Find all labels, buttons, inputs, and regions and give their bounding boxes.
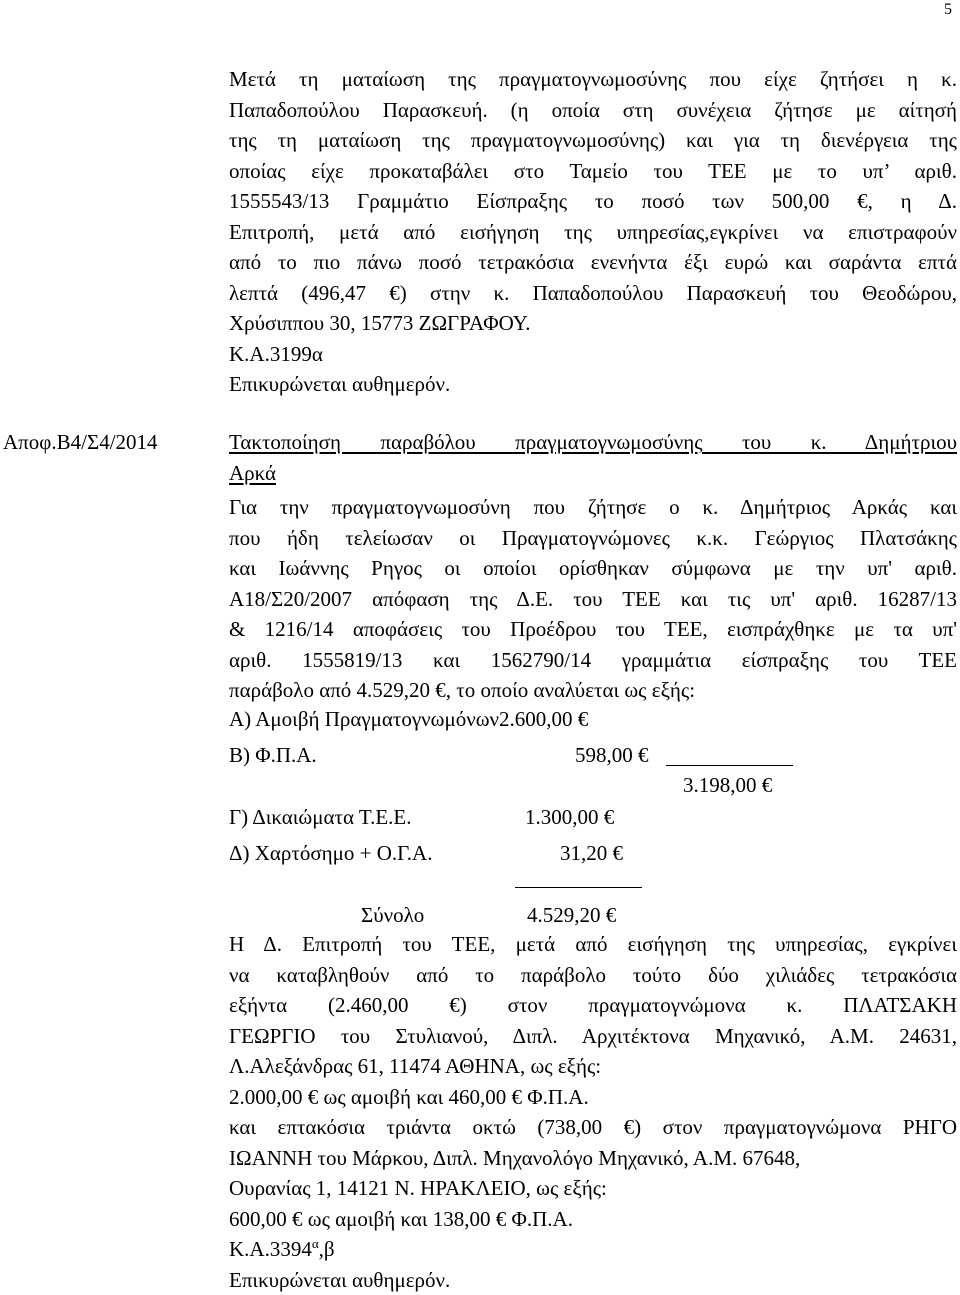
total-rule [515, 887, 642, 888]
ruling-line: ΙΩΑΝΝΗ του Μάρκου, Διπλ. Μηχανολόγο Μηχανικό, Α.Μ. 67648, [229, 1143, 957, 1174]
account-code-prefix: Κ.Α.3394 [229, 1237, 312, 1261]
account-code: Κ.Α.3199α [229, 339, 957, 370]
intro-line: Χρύσιππου 30, 15773 ΖΩΓΡΑΦΟΥ. [229, 308, 957, 339]
intro-line: Επιτροπή, μετά από εισήγηση της υπηρεσίας,εγκρίνει να επιστραφούν [229, 217, 957, 248]
intro-line: από το πιο πάνω ποσό τετρακόσια ενενήντα έξι ευρώ και σαράντα επτά [229, 247, 957, 278]
decision-subject: Αρκά [229, 458, 957, 489]
account-code-suffix: ,β [319, 1237, 335, 1261]
decision-id: Αποφ.Β4/Σ4/2014 [3, 427, 158, 458]
fee-d-label: Δ) Χαρτόσημο + Ο.Γ.Α. [229, 839, 432, 867]
fee-c-label: Γ) Δικαιώματα Τ.Ε.Ε. [229, 803, 412, 831]
body-line: που ήδη τελείωσαν οι Πραγματογνώμονες κ.κ. Γεώργιος Πλατσάκης [229, 523, 957, 554]
intro-line: λεπτά (496,47 €) στην κ. Παπαδοπούλου Παρασκευή του Θεοδώρου, [229, 278, 957, 309]
body-line: και Ιωάννης Ρηγος οι οποίοι ορίσθηκαν σύμφωνα με την υπ' αριθ. [229, 553, 957, 584]
body-line: Για την πραγματογνωμοσύνη που ζήτησε ο κ. Δημήτριος Αρκάς και [229, 492, 957, 523]
decision-body [229, 427, 957, 706]
payment-line: 600,00 € ως αμοιβή και 138,00 € Φ.Π.Α. [229, 1204, 957, 1235]
body-line: αριθ. 1555819/13 και 1562790/14 γραμμάτια είσπραξης του ΤΕΕ [229, 645, 957, 676]
ruling-line: ΓΕΩΡΓΙΟ του Στυλιανού, Διπλ. Αρχιτέκτονα Μηχανικό, Α.Μ. 24631, [229, 1021, 957, 1052]
body-line: & 1216/14 αποφάσεις του Προέδρου του ΤΕΕ, εισπράχθηκε με τα υπ' [229, 614, 957, 645]
ruling-line: να καταβληθούν από το παράβολο τούτο δύο χιλιάδες τετρακόσια [229, 960, 957, 991]
fee-total-value: 4.529,20 € [527, 901, 616, 929]
intro-line: οποίας είχε προκαταβάλει στο Ταμείο του ΤΕΕ με το υπ’ αριθ. [229, 156, 957, 187]
fee-b-value: 598,00 € [575, 741, 649, 769]
fee-a: Α) Αμοιβή Πραγματογνωμόνων2.600,00 € [229, 705, 588, 733]
ruling-line: Λ.Αλεξάνδρας 61, 11474 ΑΘΗΝΑ, ως εξής: [229, 1051, 957, 1082]
intro-line: της τη ματαίωση της πραγματογνωμοσύνης) και για τη διενέργεια της [229, 125, 957, 156]
fee-b-label: Β) Φ.Π.Α. [229, 741, 317, 769]
intro-line: 1555543/13 Γραμμάτιο Είσπραξης το ποσό των 500,00 €, η Δ. [229, 186, 957, 217]
payment-line: 2.000,00 € ως αμοιβή και 460,00 € Φ.Π.Α. [229, 1082, 957, 1113]
body-line: Α18/Σ20/2007 απόφαση της Δ.Ε. του ΤΕΕ και τις υπ' αριθ. 16287/13 [229, 584, 957, 615]
intro-line: Μετά τη ματαίωση της πραγματογνωμοσύνης που είχε ζητήσει η κ. [229, 64, 957, 95]
account-code [229, 1234, 957, 1265]
ruling-line: εξήντα (2.460,00 €) στον πραγματογνώμονα κ. ΠΛΑΤΣΑΚΗ [229, 990, 957, 1021]
intro-line: Παπαδοπούλου Παρασκευή. (η οποία στη συνέχεια ζήτησε με αίτησή [229, 95, 957, 126]
ruling-line: Η Δ. Επιτροπή του ΤΕΕ, μετά από εισήγηση της υπηρεσίας, εγκρίνει [229, 929, 957, 960]
approval-note: Επικυρώνεται αυθημερόν. [229, 369, 957, 400]
page-number: 5 [944, 0, 952, 20]
fee-d-value: 31,20 € [560, 839, 623, 867]
subtotal-rule [666, 765, 793, 766]
ruling-paragraph [229, 929, 957, 1295]
account-code-sup: α [312, 1236, 319, 1251]
decision-subject: Τακτοποίηση παραβόλου πραγματογνωμοσύνης του κ. Δημήτριου [229, 427, 957, 458]
fee-total-label: Σύνολο [361, 901, 424, 929]
fee-c-value: 1.300,00 € [525, 803, 614, 831]
ruling-line: Ουρανίας 1, 14121 Ν. ΗΡΑΚΛΕΙΟ, ως εξής: [229, 1173, 957, 1204]
ruling-line: και επτακόσια τριάντα οκτώ (738,00 €) στον πραγματογνώμονα ΡΗΓΟ [229, 1112, 957, 1143]
fee-breakdown [229, 705, 689, 935]
body-line: παράβολο από 4.529,20 €, το οποίο αναλύεται ως εξής: [229, 675, 957, 706]
fee-subtotal: 3.198,00 € [683, 771, 772, 799]
intro-paragraph [229, 64, 957, 400]
approval-note: Επικυρώνεται αυθημερόν. [229, 1265, 957, 1295]
